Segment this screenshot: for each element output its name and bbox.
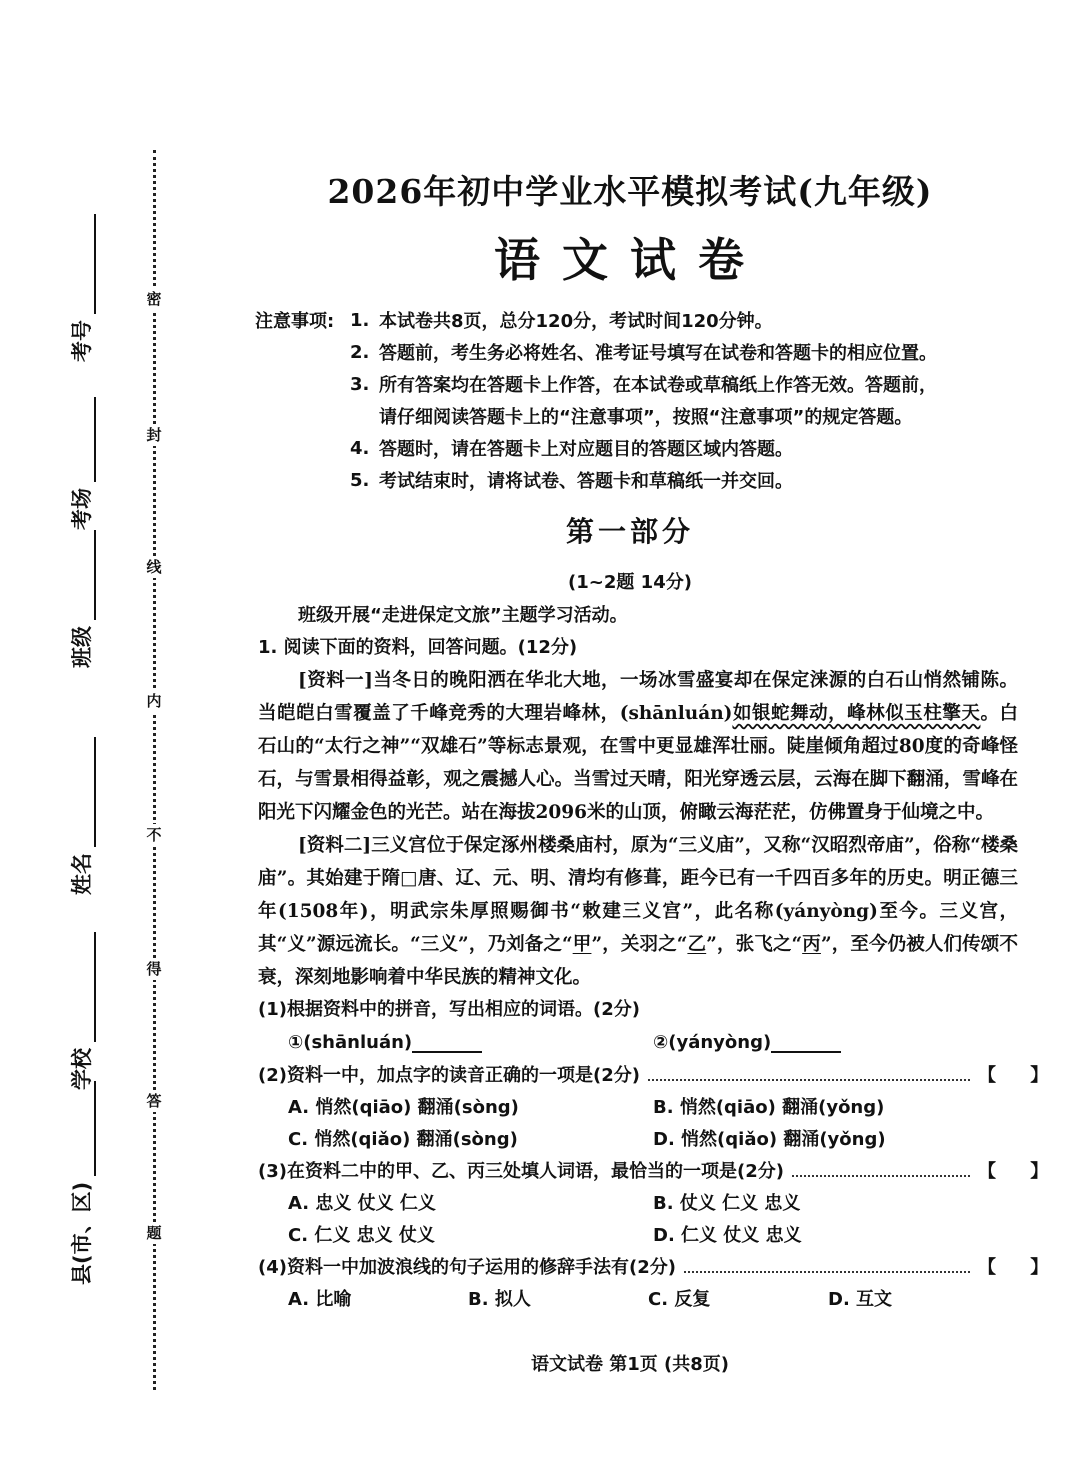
material-two-text: ”，关羽之“	[591, 934, 688, 955]
answer-shanluan[interactable]	[288, 1031, 653, 1053]
option-c[interactable]: C. 仁义 忠义 仗义	[288, 1225, 435, 1246]
answer-bracket[interactable]: 【 】	[978, 1257, 1063, 1278]
seal-char: 内	[143, 690, 165, 712]
part-title: 第一部分	[565, 515, 694, 548]
field-label: 考号	[70, 320, 94, 362]
option-a[interactable]: A. 比喻	[288, 1289, 352, 1310]
option-b[interactable]: B. 拟人	[468, 1289, 531, 1310]
question-stem: (4)资料一中加波浪线的句子运用的修辞手法有(2分)	[258, 1257, 676, 1278]
option-b[interactable]: B. 仗义 仁义 忠义	[653, 1193, 801, 1214]
subject-title: 语文试卷	[494, 233, 766, 287]
material-two-text: ”，至今仍被人们传颂不衰，深刻地影响着中华民族的精神文化。	[258, 934, 1018, 988]
county-field[interactable]	[66, 1081, 96, 1285]
seal-char: 不	[143, 824, 165, 846]
option-a[interactable]: A. 忠义 仗义 仁义	[288, 1193, 436, 1214]
material-two	[258, 829, 1018, 994]
material-one-text: 。白石山的“太行之神”“双雄石”等标志景观，在雪中更显雄浑壮丽。陡崖倾角超过80度的奇峰怪石，与雪景相得益彰，观之震撼人心。当雪过天晴，阳光穿透云层，云海在脚下翻涌，雪峰在阳光下闪耀金色的光芒。站在海拔2096米的山顶，俯瞰云海茫茫，仿佛置身于仙境之中。	[258, 703, 1018, 823]
question-1-1-answers	[258, 1026, 1018, 1058]
notice-text: 答题前，考生务必将姓名、准考证号填写在试卷和答题卡的相应位置。	[379, 343, 937, 364]
question-1-title: 1. 阅读下面的资料，回答问题。(12分)	[258, 637, 578, 658]
notice-num: 4.	[350, 437, 370, 459]
school-field[interactable]	[66, 932, 96, 1090]
material-two-text: [资料二]三义宫位于保定涿州楼桑庙村，原为“三义庙”，又称“汉昭烈帝庙”，俗称“楼桑庙”。其始建于隋□唐、辽、元、明、清均有修葺，距今已有一千四百多年的历史。明正德三年(1508年)，明武宗朱厚照赐御书“敕建三义宫”，此名称(yányòng)至今。三义宫，其“义”源远流长。“三义”，乃刘备之“	[258, 835, 1018, 955]
material-one-text: [资料一]当冬日的晚阳洒在华北大地，一场冰雪盛宴却在保定涞源的白石山悄然铺陈。当皑皑白雪覆盖了千峰竞秀的大理岩峰林，(shānluán)	[258, 670, 1018, 724]
seal-char: 线	[143, 556, 165, 578]
notices-label: 注意事项:	[255, 311, 335, 332]
option-c[interactable]: C. 反复	[648, 1289, 711, 1310]
field-label: 学校	[70, 1048, 94, 1090]
answer-yanyong[interactable]	[653, 1031, 841, 1053]
answer-blank[interactable]	[771, 1031, 841, 1053]
notice-num: 2.	[350, 341, 370, 363]
seal-char: 答	[143, 1090, 165, 1112]
notice-text: 请仔细阅读答题卡上的“注意事项”，按照“注意事项”的规定答题。	[379, 407, 913, 428]
exam-room-field[interactable]	[66, 397, 96, 530]
seal-char: 封	[143, 424, 165, 446]
seal-char: 得	[143, 958, 165, 980]
question-stem: (3)在资料二中的甲、乙、丙三处填人词语，最恰当的一项是(2分)	[258, 1161, 784, 1182]
notice-text: 考试结束时，请将试卷、答题卡和草稿纸一并交回。	[379, 471, 793, 492]
notice-text: 答题时，请在答题卡上对应题目的答题区域内答题。	[379, 439, 793, 460]
pinyin-label: ②(yányòng)	[653, 1032, 772, 1053]
class-field[interactable]	[66, 530, 96, 668]
blank-bing: 丙	[802, 934, 821, 955]
seal-char: 密	[143, 288, 165, 310]
question-1-1-stem: (1)根据资料中的拼音，写出相应的词语。(2分)	[258, 999, 640, 1020]
page-footer: 语文试卷 第1页 (共8页)	[530, 1354, 730, 1375]
answer-bracket[interactable]: 【 】	[978, 1161, 1063, 1182]
notice-text: 所有答案均在答题卡上作答，在本试卷或草稿纸上作答无效。答题前，	[379, 375, 937, 396]
material-one	[258, 664, 1018, 829]
field-label: 姓名	[70, 853, 94, 895]
question-stem: (2)资料一中，加点字的读音正确的一项是(2分)	[258, 1065, 640, 1086]
option-a[interactable]: A. 悄然(qiāo) 翻涌(sòng)	[288, 1097, 519, 1118]
binding-dotted-line	[153, 150, 156, 1390]
notice-num: 1.	[350, 309, 370, 331]
answer-bracket[interactable]: 【 】	[978, 1065, 1063, 1086]
seal-char: 题	[143, 1222, 165, 1244]
part-subtitle: (1~2题 14分)	[568, 572, 692, 593]
question-1-4	[258, 1250, 1063, 1282]
field-label: 考场	[70, 488, 94, 530]
notice-num: 5.	[350, 469, 370, 491]
blank-jia: 甲	[572, 934, 592, 955]
option-d[interactable]: D. 仁义 仗义 忠义	[653, 1225, 802, 1246]
question-content	[258, 600, 1063, 1314]
material-two-text: ”，张飞之“	[706, 934, 803, 955]
answer-blank[interactable]	[412, 1031, 482, 1053]
option-d[interactable]: D. 悄然(qiǎo) 翻涌(yǒng)	[653, 1129, 886, 1150]
notices	[255, 304, 1055, 496]
option-d[interactable]: D. 互文	[828, 1289, 893, 1310]
wavy-underlined-sentence: 如银蛇舞动，峰林似玉柱擎天	[732, 703, 981, 724]
option-c[interactable]: C. 悄然(qiǎo) 翻涌(sòng)	[288, 1129, 518, 1150]
question-1-2	[258, 1058, 1063, 1090]
exam-title: 2026年初中学业水平模拟考试(九年级)	[327, 172, 933, 211]
option-b[interactable]: B. 悄然(qiāo) 翻涌(yǒng)	[653, 1097, 885, 1118]
blank-yi: 乙	[687, 934, 707, 955]
field-label: 班级	[70, 626, 94, 668]
notice-text: 本试卷共8页，总分120分，考试时间120分钟。	[379, 311, 773, 332]
notice-num: 3.	[350, 373, 370, 395]
field-label: 县(市、区)	[70, 1181, 94, 1285]
pinyin-label: ①(shānluán)	[288, 1032, 413, 1053]
question-1-3	[258, 1154, 1063, 1186]
name-field[interactable]	[66, 737, 96, 895]
activity-intro: 班级开展“走进保定文旅”主题学习活动。	[298, 605, 628, 626]
exam-number-field[interactable]	[66, 214, 96, 362]
